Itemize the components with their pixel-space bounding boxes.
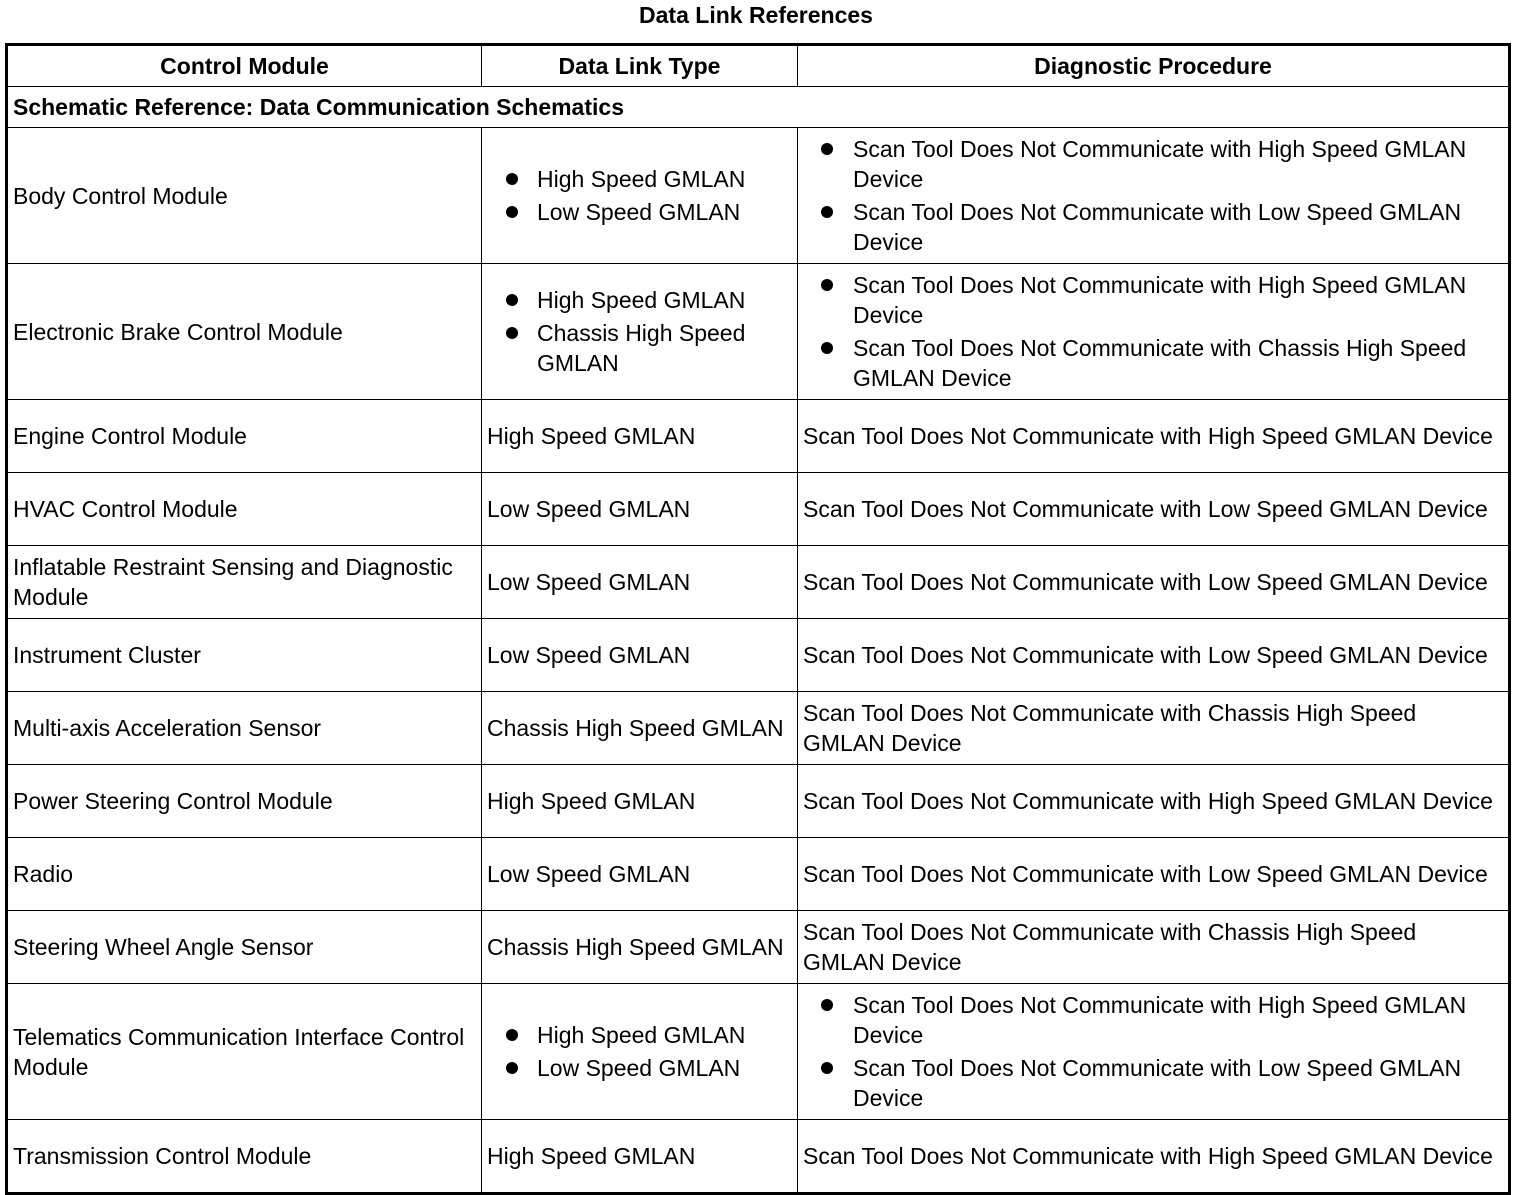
- procedure-list: [803, 990, 1503, 1113]
- link-type-cell: Chassis High Speed GMLAN: [482, 911, 798, 984]
- header-diagnostic-procedure: Diagnostic Procedure: [798, 45, 1510, 87]
- module-cell: Transmission Control Module: [7, 1120, 482, 1194]
- link-type-cell: [482, 264, 798, 400]
- header-data-link-type: Data Link Type: [482, 45, 798, 87]
- module-cell: HVAC Control Module: [7, 473, 482, 546]
- table-header-row: [7, 45, 1510, 87]
- list-item: Low Speed GMLAN: [487, 197, 792, 227]
- table-row: [7, 473, 1510, 546]
- link-type-cell: Chassis High Speed GMLAN: [482, 692, 798, 765]
- link-type-cell: Low Speed GMLAN: [482, 619, 798, 692]
- list-item: Low Speed GMLAN: [487, 1053, 792, 1083]
- module-cell: Inflatable Restraint Sensing and Diagnostic Module: [7, 546, 482, 619]
- module-cell: Radio: [7, 838, 482, 911]
- list-item: Scan Tool Does Not Communicate with High Speed GMLAN Device: [803, 134, 1503, 194]
- list-item: High Speed GMLAN: [487, 285, 792, 315]
- module-cell: Steering Wheel Angle Sensor: [7, 911, 482, 984]
- link-type-cell: Low Speed GMLAN: [482, 546, 798, 619]
- table-row: [7, 128, 1510, 264]
- link-type-cell: [482, 984, 798, 1120]
- header-control-module: Control Module: [7, 45, 482, 87]
- procedure-cell: Scan Tool Does Not Communicate with High Speed GMLAN Device: [798, 400, 1510, 473]
- module-cell: Multi-axis Acceleration Sensor: [7, 692, 482, 765]
- module-cell: Power Steering Control Module: [7, 765, 482, 838]
- procedure-cell: Scan Tool Does Not Communicate with Low Speed GMLAN Device: [798, 838, 1510, 911]
- data-link-table: [5, 43, 1511, 1195]
- list-item: Chassis High Speed GMLAN: [487, 318, 792, 378]
- link-type-cell: High Speed GMLAN: [482, 400, 798, 473]
- table-row: [7, 838, 1510, 911]
- table-row: [7, 692, 1510, 765]
- table-row: [7, 984, 1510, 1120]
- procedure-list: [803, 134, 1503, 257]
- table-row: [7, 619, 1510, 692]
- module-cell: Instrument Cluster: [7, 619, 482, 692]
- procedure-cell: Scan Tool Does Not Communicate with Low Speed GMLAN Device: [798, 619, 1510, 692]
- link-type-list: [487, 1020, 792, 1083]
- table-row: [7, 546, 1510, 619]
- link-type-cell: Low Speed GMLAN: [482, 473, 798, 546]
- list-item: Scan Tool Does Not Communicate with Low Speed GMLAN Device: [803, 1053, 1503, 1113]
- module-cell: Telematics Communication Interface Control Module: [7, 984, 482, 1120]
- procedure-cell: Scan Tool Does Not Communicate with Chassis High Speed GMLAN Device: [798, 692, 1510, 765]
- link-type-cell: High Speed GMLAN: [482, 765, 798, 838]
- list-item: Scan Tool Does Not Communicate with Low Speed GMLAN Device: [803, 197, 1503, 257]
- module-cell: Electronic Brake Control Module: [7, 264, 482, 400]
- list-item: High Speed GMLAN: [487, 164, 792, 194]
- procedure-cell: Scan Tool Does Not Communicate with Low Speed GMLAN Device: [798, 473, 1510, 546]
- procedure-cell: Scan Tool Does Not Communicate with Low Speed GMLAN Device: [798, 546, 1510, 619]
- table-row: [7, 1120, 1510, 1194]
- table-row: [7, 264, 1510, 400]
- table-row: [7, 765, 1510, 838]
- procedure-cell: [798, 128, 1510, 264]
- module-cell: Engine Control Module: [7, 400, 482, 473]
- procedure-list: [803, 270, 1503, 393]
- module-cell: Body Control Module: [7, 128, 482, 264]
- table-row: [7, 911, 1510, 984]
- table-row: [7, 400, 1510, 473]
- list-item: Scan Tool Does Not Communicate with High Speed GMLAN Device: [803, 990, 1503, 1050]
- procedure-cell: Scan Tool Does Not Communicate with High Speed GMLAN Device: [798, 1120, 1510, 1194]
- link-type-cell: [482, 128, 798, 264]
- list-item: Scan Tool Does Not Communicate with Chassis High Speed GMLAN Device: [803, 333, 1503, 393]
- procedure-cell: Scan Tool Does Not Communicate with Chassis High Speed GMLAN Device: [798, 911, 1510, 984]
- schematic-reference-row: [7, 87, 1510, 128]
- schematic-reference: Schematic Reference: Data Communication Schematics: [7, 87, 1510, 128]
- link-type-cell: High Speed GMLAN: [482, 1120, 798, 1194]
- list-item: Scan Tool Does Not Communicate with High Speed GMLAN Device: [803, 270, 1503, 330]
- list-item: High Speed GMLAN: [487, 1020, 792, 1050]
- procedure-cell: [798, 264, 1510, 400]
- procedure-cell: [798, 984, 1510, 1120]
- link-type-list: [487, 285, 792, 378]
- link-type-cell: Low Speed GMLAN: [482, 838, 798, 911]
- page-title: Data Link References: [639, 2, 873, 28]
- procedure-cell: Scan Tool Does Not Communicate with High Speed GMLAN Device: [798, 765, 1510, 838]
- link-type-list: [487, 164, 792, 227]
